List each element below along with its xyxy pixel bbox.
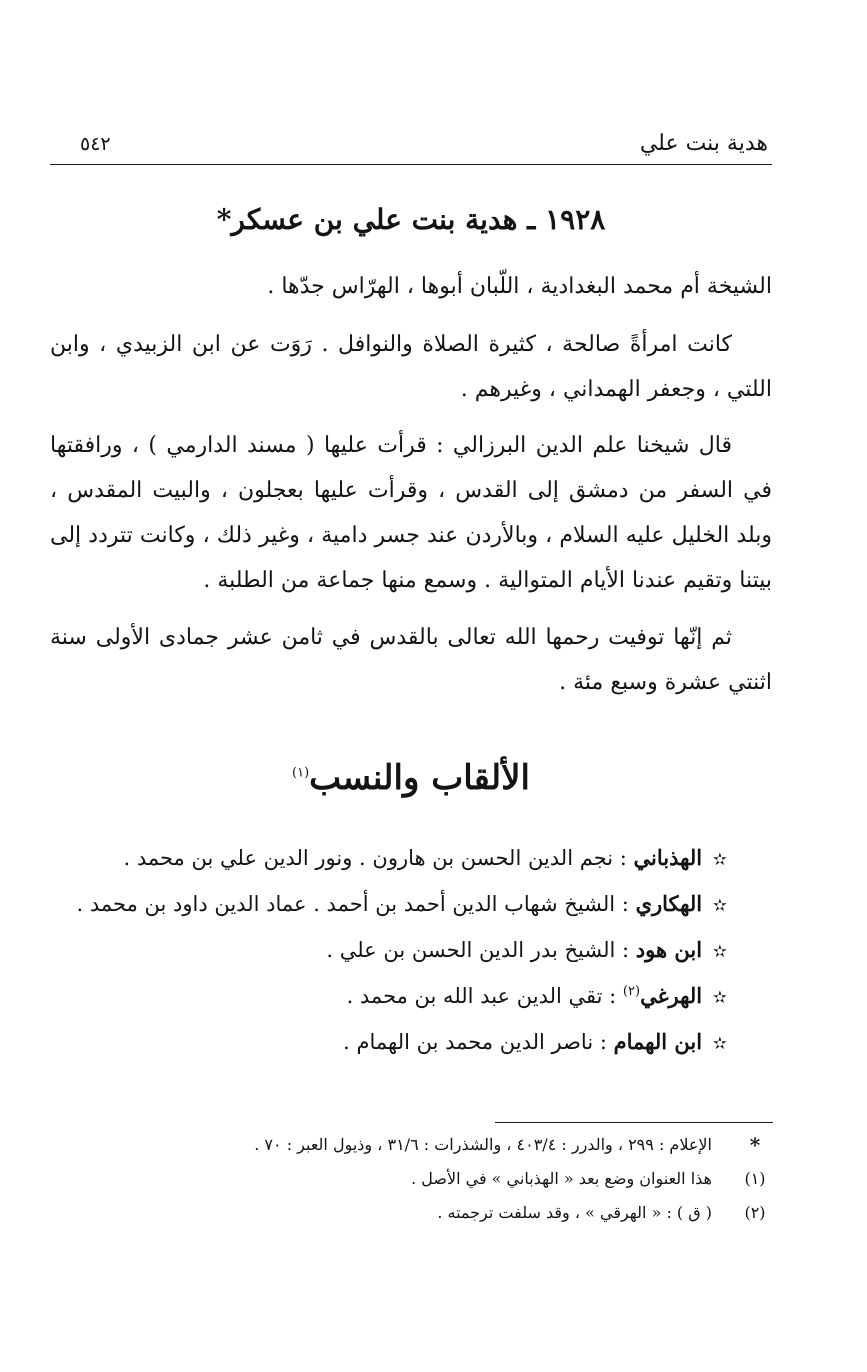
footnote-sources (112, 1128, 772, 1162)
list-item (27, 836, 727, 882)
star-bullet-icon: ✫ (712, 850, 727, 870)
entry-heading-footnote-star: * (216, 203, 232, 236)
section-heading (50, 752, 772, 804)
footnote-rule (495, 1122, 773, 1123)
paragraph-lineage: الشيخة أم محمد البغدادية ، اللّبان أبوها ، الهرّاس جدّها . (267, 274, 772, 299)
paragraph-death: ثم إنّها توفيت رحمها الله تعالى بالقدس في ثامن عشر جمادى الأولى سنة اثنتي عشرة وسبع مئة . (50, 625, 772, 695)
laqab-term: الهرغي (640, 983, 703, 1008)
star-bullet-icon: ✫ (712, 942, 727, 962)
laqab-term: الهكاري (635, 891, 703, 916)
laqab-term: الهذباني (633, 845, 703, 870)
footnote-text: ( ق ) : « الهرقي » ، وقد سلفت ترجمته . (437, 1203, 712, 1222)
footnote-mark: (١) (744, 1169, 766, 1188)
laqab-footnote-ref: (٢) (622, 984, 641, 999)
footnote-1 (112, 1162, 772, 1196)
footnotes (112, 1128, 772, 1230)
footnote-text: الإعلام : ٢٩٩ ، والدرر : ٤٠٣/٤ ، والشذرات : ٣١/٦ ، وذيول العبر : ٧٠ . (254, 1135, 712, 1154)
paragraph-barzali-quote: قال شيخنا علم الدين البرزالي : قرأت عليها ( مسند الدارمي ) ، ورافقتها في السفر من دمشق إلى القدس ، وقرأت عليها بعجلون ، والبيت المقدس ، وبلد الخليل عليه السلام ، وبالأردن عند جسر دامية ، وغير ذلك ، وكانت تتردد إلى بيتنا وتقيم عندنا الأيام المتوالية . وسمع منها جماعة من الطلبة . (50, 433, 772, 593)
footnote-mark: * (749, 1133, 761, 1157)
paragraph-narrators: كانت امرأةً صالحة ، كثيرة الصلاة والنوافل . رَوَت عن ابن الزبيدي ، وابن اللتي ، وجعفر الهمداني ، وغيرهم . (50, 332, 772, 402)
list-item (27, 928, 727, 974)
laqab-text: : الشيخ بدر الدين الحسن بن علي . (326, 938, 630, 962)
page-number: ٥٤٢ (80, 133, 111, 155)
list-item (27, 882, 727, 928)
list-item (27, 1020, 727, 1066)
laqab-term: ابن هود (635, 937, 703, 962)
running-header (50, 120, 772, 165)
footnote-mark: (٢) (744, 1203, 766, 1222)
section-heading-footnote-ref: (١) (292, 765, 310, 781)
running-header-title: هدية بنت علي (639, 131, 768, 156)
star-bullet-icon: ✫ (712, 896, 727, 916)
star-bullet-icon: ✫ (712, 988, 727, 1008)
laqab-text: : تقي الدين عبد الله بن محمد . (346, 984, 617, 1008)
footnote-text: هذا العنوان وضع بعد « الهذباني » في الأصل . (411, 1169, 712, 1188)
laqab-text: : الشيخ شهاب الدين أحمد بن أحمد . عماد الدين داود بن محمد . (76, 892, 629, 916)
laqab-list (27, 836, 727, 1066)
entry-heading-text: ١٩٢٨ ـ هدية بنت علي بن عسكر (231, 203, 606, 236)
list-item (27, 974, 727, 1020)
laqab-term: ابن الهمام (613, 1029, 703, 1054)
laqab-text: : ناصر الدين محمد بن الهمام . (343, 1030, 607, 1054)
laqab-text: : نجم الدين الحسن بن هارون . ونور الدين علي بن محمد . (123, 846, 627, 870)
footnote-2 (112, 1196, 772, 1230)
section-heading-text: الألقاب والنسب (309, 758, 530, 798)
entry-heading (50, 200, 772, 240)
star-bullet-icon: ✫ (712, 1034, 727, 1054)
